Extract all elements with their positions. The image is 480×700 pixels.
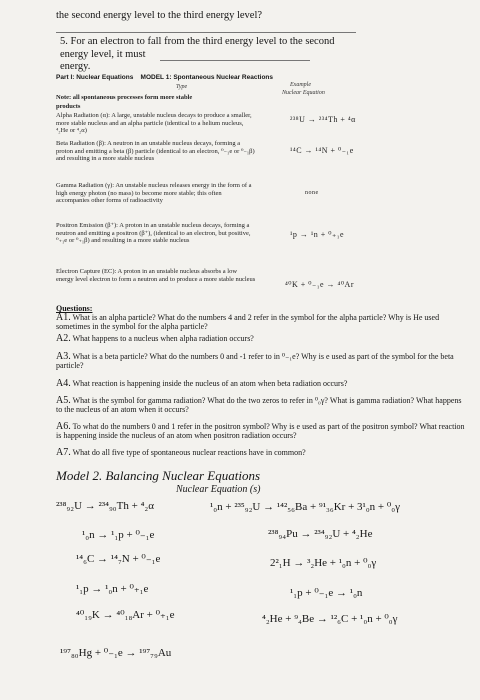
row-beta-example: ¹⁴C → ¹⁴N + ⁰₋₁e — [290, 146, 354, 155]
row-positron-desc: Positron Emission (β⁺): A proton in an unstable nucleus decays, forming a neutron and emitting a positron (β⁺), (identical to an electron, but positive, ⁰₊₁e or ⁰₊₁β) and resulting in a more stable nucleus — [56, 222, 251, 244]
eq-right-4: ¹₁p + ⁰₋₁e → ¹₀n — [290, 587, 363, 599]
question-a1 — [56, 313, 466, 331]
divider — [56, 32, 356, 33]
model2-title: Model 2. Balancing Nuclear Equations — [56, 468, 261, 483]
eq-right-2: ²³⁸₉₄Pu → ²³⁴₉₂U + ⁴₂He — [268, 528, 373, 540]
model-title: MODEL 1: — [140, 74, 172, 81]
answer-blank — [160, 60, 310, 61]
eq-left-5: ⁴⁰₁₉K → ⁴⁰₁₈Ar + ⁰₊₁e — [76, 609, 175, 621]
eq-left-6: ¹⁹⁷₈₀Hg + ⁰₋₁e → ¹⁹⁷₇₉Au — [60, 647, 172, 659]
question-text: What do all five type of spontaneous nuclear reactions have in common? — [72, 448, 306, 457]
question-text: What is the symbol for gamma radiation? What do the two zeros to refer in ⁰₀γ? What is gamma radiation? What happens to the nucleus of an atom when it occurs? — [56, 396, 462, 414]
row-ec-example: ⁴⁰K + ⁰₋₁e → ⁴⁰Ar — [285, 280, 354, 289]
row-alpha-example: ²³⁸U → ²³⁴Th + ⁴α — [290, 115, 356, 124]
question-number: A1. — [56, 312, 71, 323]
row-positron-example: ¹p → ¹n + ⁰₊₁e — [290, 230, 345, 239]
question-text: What is a beta particle? What do the numbers 0 and -1 refer to in ⁰₋₁e? Why is e used as part of the symbol for the beta particle? — [56, 352, 454, 370]
col-example2: Nuclear Equation — [282, 90, 325, 96]
model1-note: Note: all spontaneous processes form more stable products — [56, 94, 193, 110]
eq-left-3: ¹⁴₆C → ¹⁴₇N + ⁰₋₁e — [76, 553, 161, 565]
question-a7 — [56, 448, 466, 457]
eq-left-2: ¹₀n → ¹₁p + ⁰₋₁e — [82, 529, 155, 541]
col-example: Example — [290, 82, 311, 88]
model1-header — [56, 74, 273, 81]
q5-line2: energy level, it must — [60, 49, 146, 60]
question-number: A7. — [56, 447, 71, 458]
eq-left-1: ²³⁸₉₂U → ²³⁴₉₀Th + ⁴₂α — [56, 500, 155, 512]
question-number: A4. — [56, 378, 71, 389]
question-text: What reaction is happening inside the nucleus of an atom when beta radiation occurs? — [72, 379, 348, 388]
question-a5 — [56, 396, 466, 414]
q5-line1: 5. For an electron to fall from the third energy level to the second — [60, 36, 335, 47]
part-label: Part I: — [56, 74, 75, 81]
row-ec-desc: Electron Capture (EC): A proton in an unstable nucleus absorbs a low energy level electron to form a neutron and to produce a more stable nucleus — [56, 268, 256, 283]
question-number: A6. — [56, 421, 71, 432]
questions-heading: Questions: — [56, 304, 93, 313]
col-type: Type — [176, 84, 188, 90]
row-gamma-desc: Gamma Radiation (γ): An unstable nucleus releases energy in the form of a high energy photon (no mass) to become more stable; this often accompanies other forms of radioactivity — [56, 182, 252, 204]
question-a4 — [56, 379, 466, 388]
question-a6 — [56, 422, 466, 440]
row-gamma-example: none — [305, 190, 319, 196]
eq-right-3: 2²₁H → ³₂He + ¹₀n + ⁰₀γ — [270, 557, 377, 569]
question-text: What is an alpha particle? What do the numbers 4 and 2 refer in the symbol for the alpha particle? Why is He used sometimes in the symbol for the alpha particle? — [56, 313, 440, 331]
question-number: A2. — [56, 333, 71, 344]
question-a3 — [56, 352, 466, 370]
model2-subtitle: Nuclear Equation (s) — [176, 484, 261, 495]
top-question: the second energy level to the third energy level? — [56, 10, 263, 21]
question-text: What happens to a nucleus when alpha radiation occurs? — [72, 334, 254, 343]
row-alpha-desc: Alpha Radiation (α): A large, unstable nucleus decays to produce a smaller, more stable nucleus and an alpha particle (identical to a helium nucleus, ⁴₂He or ⁴₂α) — [56, 112, 252, 134]
question-a2 — [56, 334, 466, 343]
question-number: A3. — [56, 351, 71, 362]
eq-left-4: ¹₁p → ¹₀n + ⁰₊₁e — [76, 583, 149, 595]
eq-right-5: ⁴₂He + ⁹₄Be → ¹²₆C + ¹₀n + ⁰₀γ — [262, 613, 398, 625]
q5-line3: energy. — [60, 61, 91, 72]
part-title: Nuclear Equations — [76, 74, 134, 81]
row-beta-desc: Beta Radiation (β): A neutron in an unstable nucleus decays, forming a proton and emitting a beta (β) particle (identical to an electron, ⁰₋₁e or ⁰₋₁β) and resulting in a more stable nucleus — [56, 140, 255, 162]
question-text: To what do the numbers 0 and 1 refer in the positron symbol? Why is e used as part of the positron symbol? What reaction is happening inside the nucleus of an atom when positron radiation occurs? — [56, 422, 465, 440]
eq-right-1: ¹₀n + ²³⁵₉₂U → ¹⁴²₅₆Ba + ⁹¹₃₆Kr + 3¹₀n + ⁰₀γ — [210, 501, 400, 513]
model-subtitle: Spontaneous Nuclear Reactions — [173, 74, 274, 81]
question-number: A5. — [56, 395, 71, 406]
